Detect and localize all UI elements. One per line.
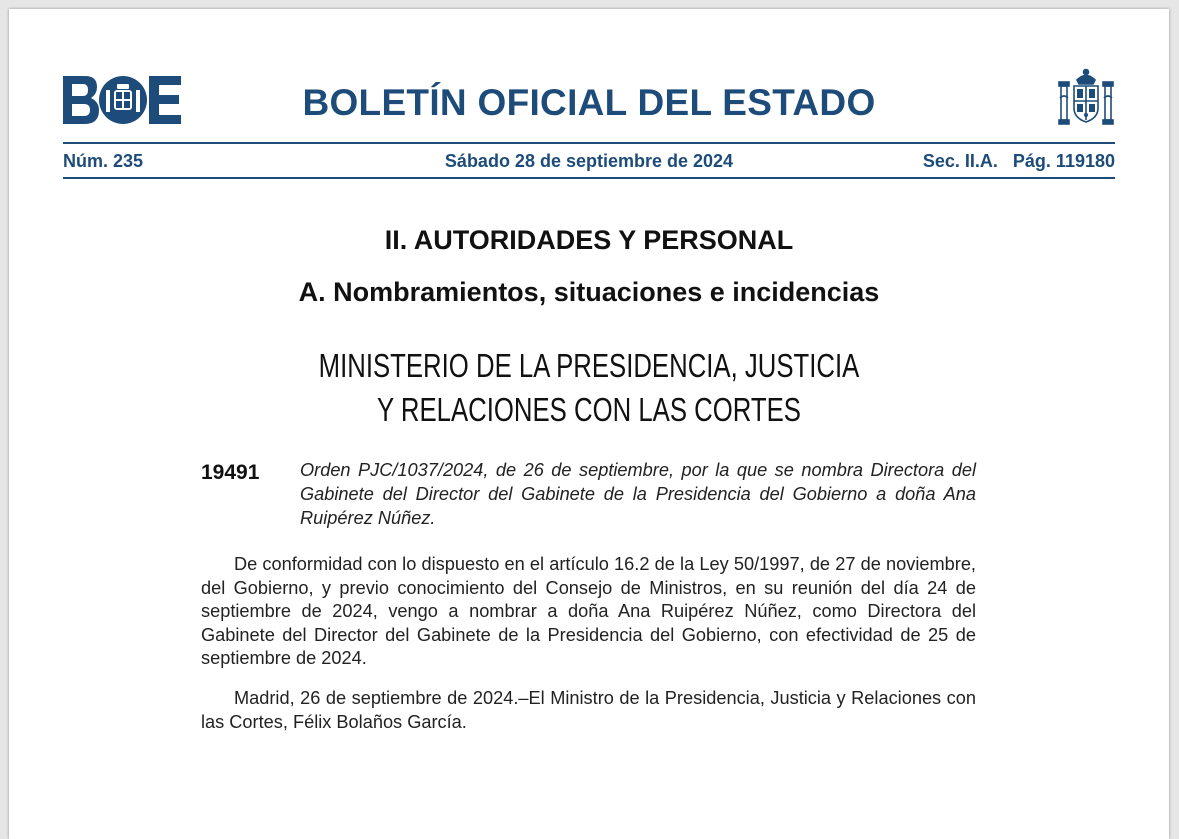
coat-of-arms-icon <box>1057 68 1115 130</box>
document-page <box>9 9 1169 839</box>
signature-paragraph: Madrid, 26 de septiembre de 2024.–El Ministro de la Presidencia, Justicia y Relaciones con las Cortes, Félix Bolaños García. <box>201 688 976 732</box>
section-code: Sec. II.A. <box>922 151 998 171</box>
ministry-name-line1: MINISTERIO DE LA PRESIDENCIA, JUSTICIA <box>318 347 860 384</box>
ministry-name-line2: Y RELACIONES CON LAS CORTES <box>377 391 801 428</box>
body-paragraph: De conformidad con lo dispuesto en el artículo 16.2 de la Ley 50/1997, de 27 de noviembre, del Gobierno, y previo conocimiento del Consejo de Ministros, en su reunión del día 24 de septiembre de 2024, vengo a nombrar a doña Ana Ruipérez Núñez, como Directora del Gabinete del Director del Gabinete de la Presidencia del Gobierno, con efectividad de 25 de septiembre de 2024. <box>201 554 976 668</box>
order-title: Orden PJC/1037/2024, de 26 de septiembre, por la que se nombra Directora del Gabinete del Director del Gabinete de la Presidencia del Gobierno a doña Ana Ruipérez Núñez. <box>300 460 976 528</box>
order-number: 19491 <box>201 461 260 484</box>
issue-date: Sábado 28 de septiembre de 2024 <box>444 151 734 171</box>
page-number: Pág. 119180 <box>1012 151 1115 171</box>
section-title: II. AUTORIDADES Y PERSONAL <box>384 225 794 255</box>
gazette-title: BOLETÍN OFICIAL DEL ESTADO <box>302 82 876 123</box>
header-bottom-rule <box>63 177 1115 179</box>
section-and-page <box>923 151 1115 172</box>
subsection-title: A. Nombramientos, situaciones e incidencias <box>298 277 880 307</box>
header-top-rule <box>63 142 1115 144</box>
issue-number: Núm. 235 <box>63 151 144 171</box>
